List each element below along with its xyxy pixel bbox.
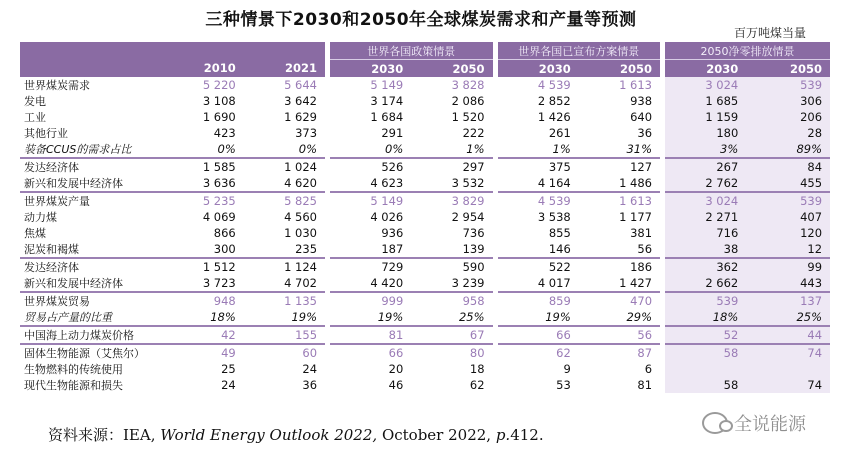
table-cell: 24 <box>302 362 318 376</box>
table-cell: 20 <box>328 361 412 377</box>
year-header: 2050 <box>411 60 495 78</box>
table-cell: 999 <box>328 292 412 309</box>
table-cell: 44 <box>746 326 830 344</box>
year-header: 2030 <box>495 60 579 78</box>
table-cell: 89% <box>746 141 830 158</box>
table-cell: 18% <box>663 309 747 326</box>
table-cell: 120 <box>746 225 830 241</box>
row-label: 世界煤炭需求 <box>24 79 90 92</box>
table-cell: 1 030 <box>284 226 318 240</box>
table-cell: 25% <box>746 309 830 326</box>
row-label: 发电 <box>24 95 46 108</box>
table-cell: 5 235 <box>160 192 244 209</box>
table-cell: 4 702 <box>284 276 318 290</box>
table-cell: 4 069 <box>202 210 236 224</box>
scenario-header-row <box>20 42 830 60</box>
table-cell: 46 <box>328 377 412 393</box>
table-cell: 0% <box>328 141 412 158</box>
table-cell: 526 <box>328 158 412 175</box>
table-cell: 1 024 <box>244 158 328 175</box>
table-cell: 1 427 <box>619 276 653 290</box>
table-cell: 1 613 <box>619 78 653 92</box>
table-cell: 36 <box>637 126 653 140</box>
table-cell: 56 <box>579 326 663 344</box>
year-header: 2030 <box>328 60 412 78</box>
table-cell: 29% <box>626 310 653 324</box>
table-cell: 1 690 <box>202 110 236 124</box>
row-label: 泥炭和褐煤 <box>24 243 79 256</box>
table-cell: 18 <box>469 362 485 376</box>
unit-label: 百万吨煤当量 <box>733 26 806 40</box>
table-cell: 19% <box>328 309 412 326</box>
row-label: 动力煤 <box>24 211 57 224</box>
table-title: 三种情景下2030和2050年全球煤炭需求和产量等预测 <box>205 10 637 30</box>
table-cell: 42 <box>160 326 244 344</box>
table-cell: 3 642 <box>284 94 318 108</box>
table-cell: 640 <box>630 110 653 124</box>
year-header: 2021 <box>244 60 328 78</box>
table-cell: 206 <box>746 109 830 125</box>
table-row <box>20 175 830 192</box>
year-header: 2030 <box>663 60 747 78</box>
table-row <box>20 292 830 309</box>
table-cell: 235 <box>295 242 318 256</box>
table-cell: 137 <box>746 292 830 309</box>
table-cell: 187 <box>328 241 412 258</box>
row-label: 新兴和发展中经济体 <box>24 277 123 290</box>
table-cell: 60 <box>244 344 328 361</box>
table-cell: 0% <box>217 142 236 156</box>
table-cell: 3 723 <box>202 276 236 290</box>
table-cell <box>663 361 747 377</box>
table-row <box>20 344 830 361</box>
table-cell: 56 <box>637 242 653 256</box>
table-row <box>20 241 830 258</box>
watermark <box>702 410 806 436</box>
table-cell: 2 954 <box>451 210 485 224</box>
table-row <box>20 125 830 141</box>
table-cell: 4 623 <box>328 175 412 192</box>
scenario-header-netzero: 2050净零排放情景 <box>663 42 831 60</box>
source-title: World Energy Outlook 2022, <box>160 426 378 444</box>
table-cell: 81 <box>328 326 412 344</box>
table-cell: 36 <box>302 378 318 392</box>
table-cell: 1 520 <box>451 110 485 124</box>
table-cell: 958 <box>411 292 495 309</box>
year-header: 2010 <box>160 60 244 78</box>
table-cell: 4 164 <box>495 175 579 192</box>
table-cell: 522 <box>495 258 579 275</box>
table-cell: 267 <box>663 158 747 175</box>
table-cell: 146 <box>495 241 579 258</box>
table-cell: 291 <box>328 125 412 141</box>
table-cell: 74 <box>746 344 830 361</box>
year-header: 2050 <box>746 60 830 78</box>
table-cell: 1 177 <box>619 210 653 224</box>
table-cell: 155 <box>244 326 328 344</box>
table-cell: 1 486 <box>619 176 653 190</box>
table-cell: 716 <box>663 225 747 241</box>
table-cell: 1 124 <box>244 258 328 275</box>
table-cell: 222 <box>462 126 485 140</box>
table-cell: 38 <box>663 241 747 258</box>
table-cell: 180 <box>663 125 747 141</box>
source-date: October 2022, <box>377 426 496 444</box>
table-cell: 3 174 <box>328 93 412 109</box>
row-label: 生物燃料的传统使用 <box>24 363 123 376</box>
row-label: 焦煤 <box>24 227 46 240</box>
table-cell: 19% <box>291 310 318 324</box>
table-row <box>20 109 830 125</box>
source-note <box>48 424 544 445</box>
table-cell: 2 662 <box>663 275 747 292</box>
source-prefix: 资料来源：IEA, <box>48 426 161 444</box>
row-label: 世界煤炭产量 <box>20 192 160 209</box>
table-cell: 62 <box>495 344 579 361</box>
table-row <box>20 225 830 241</box>
table-cell: 859 <box>495 292 579 309</box>
row-label: 中国海上动力煤炭价格 <box>20 326 160 344</box>
table-cell: 62 <box>469 378 485 392</box>
table-row <box>20 158 830 175</box>
table-cell: 2 086 <box>451 94 485 108</box>
table-cell: 5 644 <box>284 78 318 92</box>
table-cell: 81 <box>637 378 653 392</box>
table-cell: 470 <box>579 292 663 309</box>
row-label: 发达经济体 <box>20 158 160 175</box>
table-cell: 297 <box>411 158 495 175</box>
table-cell: 53 <box>495 377 579 393</box>
table-cell: 3% <box>663 141 747 158</box>
table-cell: 261 <box>495 125 579 141</box>
row-label: 固体生物能源（艾焦尔） <box>20 344 160 361</box>
table-cell: 3 829 <box>411 192 495 209</box>
table-cell: 66 <box>328 344 412 361</box>
table-cell: 3 828 <box>451 78 485 92</box>
table-cell: 3 239 <box>451 276 485 290</box>
watermark-text: 全说能源 <box>734 414 806 435</box>
table-cell: 306 <box>746 93 830 109</box>
table-cell: 1 629 <box>284 110 318 124</box>
table-cell: 3 108 <box>202 94 236 108</box>
table-cell: 58 <box>663 344 747 361</box>
table-row <box>20 141 830 158</box>
table-row <box>20 209 830 225</box>
table-row <box>20 326 830 344</box>
table-cell: 1 685 <box>663 93 747 109</box>
table-cell: 80 <box>411 344 495 361</box>
table-cell <box>746 361 830 377</box>
table-cell: 9 <box>495 361 579 377</box>
table-cell: 373 <box>295 126 318 140</box>
table-cell: 407 <box>746 209 830 225</box>
row-label: 现代生物能源和损失 <box>24 379 123 392</box>
table-cell: 49 <box>160 344 244 361</box>
table-cell: 66 <box>495 326 579 344</box>
table-cell: 4 539 <box>495 77 579 93</box>
table-cell: 539 <box>746 192 830 209</box>
table-cell: 375 <box>495 158 579 175</box>
table-cell: 938 <box>630 94 653 108</box>
table-row <box>20 377 830 393</box>
table-cell: 443 <box>746 275 830 292</box>
table-cell: 4 420 <box>328 275 412 292</box>
table-cell: 4 017 <box>495 275 579 292</box>
table-cell: 52 <box>663 326 747 344</box>
table-cell: 590 <box>411 258 495 275</box>
table-cell: 31% <box>626 142 653 156</box>
table-cell: 539 <box>746 77 830 93</box>
table-cell: 25% <box>458 310 485 324</box>
row-label: 新兴和发展中经济体 <box>24 177 123 190</box>
table-row <box>20 93 830 109</box>
coal-forecast-table <box>20 42 830 393</box>
scenario-header-stated: 世界各国政策情景 <box>328 42 496 60</box>
table-cell: 1 135 <box>244 292 328 309</box>
table-row <box>20 192 830 209</box>
row-label: 其他行业 <box>24 127 68 140</box>
table-cell: 4 620 <box>284 176 318 190</box>
table-cell: 3 024 <box>663 77 747 93</box>
table-cell: 4 560 <box>284 210 318 224</box>
table-cell: 729 <box>328 258 412 275</box>
header-label-blank <box>20 60 160 78</box>
table-cell: 58 <box>663 377 747 393</box>
table-cell: 19% <box>495 309 579 326</box>
table-cell: 936 <box>328 225 412 241</box>
table-cell: 5 149 <box>328 77 412 93</box>
table-cell: 84 <box>746 158 830 175</box>
row-label: 装备CCUS的需求占比 <box>24 143 132 156</box>
table-cell: 1% <box>495 141 579 158</box>
table-cell: 67 <box>411 326 495 344</box>
table-cell: 3 636 <box>202 176 236 190</box>
source-page-prefix: p. <box>495 426 511 444</box>
table-cell: 74 <box>746 377 830 393</box>
table-cell: 4 026 <box>328 209 412 225</box>
table-cell: 1 426 <box>495 109 579 125</box>
table-cell: 455 <box>746 175 830 192</box>
table-cell: 1 613 <box>579 192 663 209</box>
table-cell: 28 <box>746 125 830 141</box>
table-row <box>20 275 830 292</box>
table-row <box>20 258 830 275</box>
table-cell: 24 <box>221 378 236 392</box>
table-cell: 99 <box>746 258 830 275</box>
table-cell: 1 159 <box>663 109 747 125</box>
table-cell: 1 585 <box>160 158 244 175</box>
table-cell: 948 <box>160 292 244 309</box>
row-label: 工业 <box>24 111 46 124</box>
table-cell: 6 <box>644 362 653 376</box>
header-blank <box>20 42 328 60</box>
scenario-header-announced: 世界各国已宣布方案情景 <box>495 42 663 60</box>
table-cell: 3 538 <box>495 209 579 225</box>
table-row <box>20 309 830 326</box>
table-cell: 0% <box>298 142 318 156</box>
table-cell: 866 <box>213 226 236 240</box>
table-cell: 3 024 <box>663 192 747 209</box>
source-page-number: 412. <box>510 426 544 444</box>
table-cell: 5 220 <box>202 78 236 92</box>
row-label: 贸易占产量的比重 <box>24 311 112 324</box>
table-cell: 5 149 <box>328 192 412 209</box>
table-cell: 423 <box>213 126 236 140</box>
table-cell: 300 <box>213 242 236 256</box>
table-cell: 1% <box>466 142 485 156</box>
table-cell: 139 <box>462 242 485 256</box>
table-row <box>20 361 830 377</box>
table-cell: 2 271 <box>663 209 747 225</box>
row-label: 发达经济体 <box>20 258 160 275</box>
table-cell: 539 <box>663 292 747 309</box>
table-cell: 381 <box>630 226 653 240</box>
table-row <box>20 77 830 93</box>
row-label: 世界煤炭贸易 <box>20 292 160 309</box>
table-cell: 18% <box>210 310 236 324</box>
table-cell: 2 762 <box>663 175 747 192</box>
table-cell: 5 825 <box>244 192 328 209</box>
year-header: 2050 <box>579 60 663 78</box>
table-cell: 736 <box>462 226 485 240</box>
table-cell: 127 <box>579 158 663 175</box>
table-cell: 855 <box>495 225 579 241</box>
table-cell: 1 684 <box>328 109 412 125</box>
table-cell: 2 852 <box>495 93 579 109</box>
table-cell: 25 <box>221 362 236 376</box>
wechat-icon <box>702 412 728 434</box>
table-cell: 87 <box>579 344 663 361</box>
table-cell: 3 532 <box>451 176 485 190</box>
table-cell: 362 <box>663 258 747 275</box>
year-header-row <box>20 60 830 78</box>
table-cell: 1 512 <box>160 258 244 275</box>
table-cell: 186 <box>579 258 663 275</box>
table-cell: 4 539 <box>495 192 579 209</box>
table-cell: 12 <box>746 241 830 258</box>
